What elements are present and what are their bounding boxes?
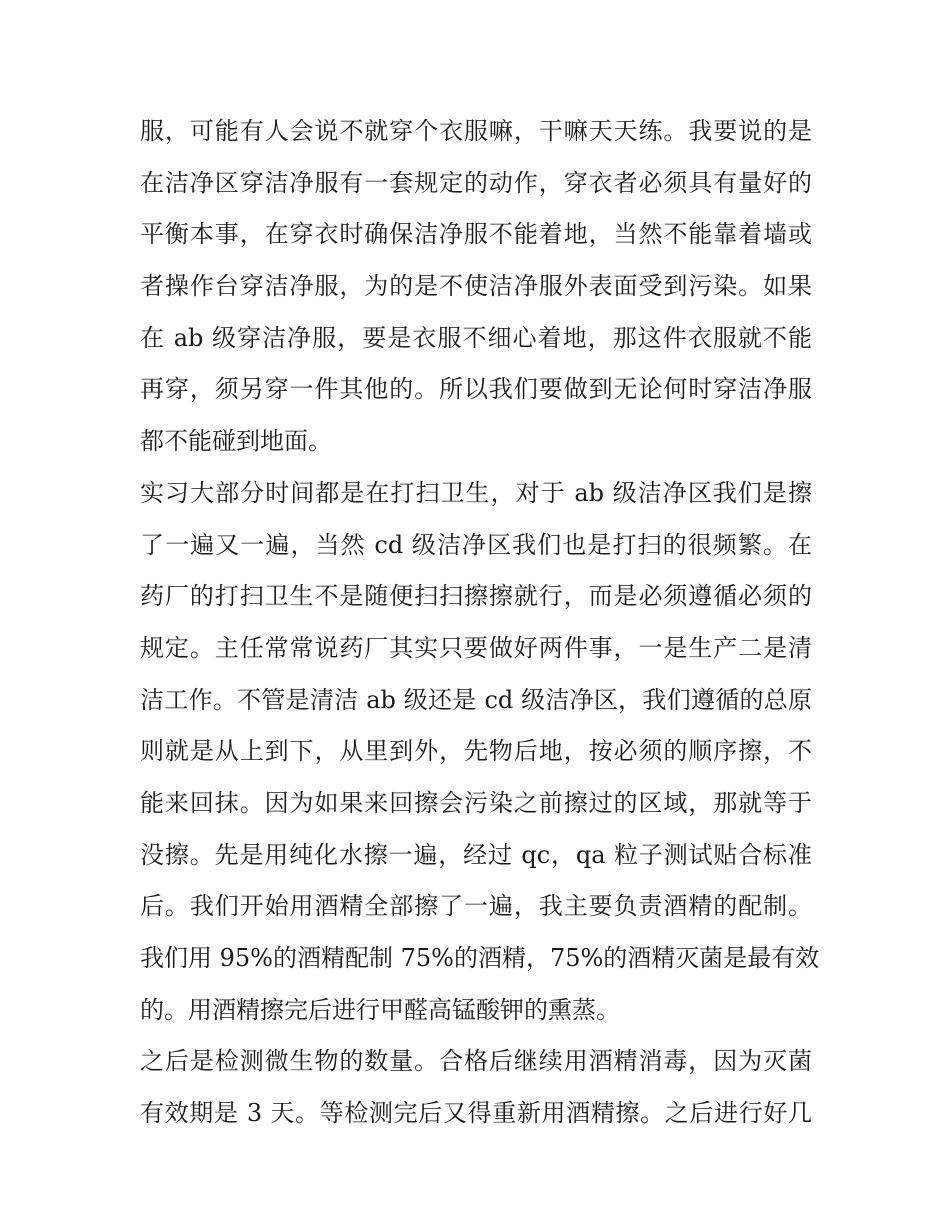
text-line: 在 ab 级穿洁净服，要是衣服不细心着地，那这件衣服就不能 [140,323,812,352]
text-line: 在洁净区穿洁净服有一套规定的动作，穿衣者必须具有量好的 [140,168,812,197]
document-body [140,106,820,1140]
text-line: 没擦。先是用纯化水擦一遍，经过 qc，qa 粒子测试贴合标准 [140,840,812,869]
text-line: 之后是检测微生物的数量。合格后继续用酒精消毒，因为灭菌 [140,1047,812,1076]
paragraph [140,106,812,468]
text-line: 平衡本事，在穿衣时确保洁净服不能着地，当然不能靠着墙或 [140,220,812,249]
text-line: 后。我们开始用酒精全部擦了一遍，我主要负责酒精的配制。 [140,892,812,921]
text-line: 了一遍又一遍，当然 cd 级洁净区我们也是打扫的很频繁。在 [140,530,812,559]
text-line: 有效期是 3 天。等检测完后又得重新用酒精擦。之后进行好几 [140,1099,812,1128]
text-line: 洁工作。不管是清洁 ab 级还是 cd 级洁净区，我们遵循的总原 [140,685,812,714]
text-line: 的。用酒精擦完后进行甲醛高锰酸钾的熏蒸。 [140,995,620,1024]
text-line: 规定。主任常常说药厂其实只要做好两件事，一是生产二是清 [140,633,812,662]
text-line: 能来回抹。因为如果来回擦会污染之前擦过的区域，那就等于 [140,788,812,817]
text-line: 者操作台穿洁净服，为的是不使洁净服外表面受到污染。如果 [140,272,812,301]
text-line: 实习大部分时间都是在打扫卫生，对于 ab 级洁净区我们是擦 [140,478,812,507]
text-line: 再穿，须另穿一件其他的。所以我们要做到无论何时穿洁净服 [140,375,812,404]
text-line: 我们用 95%的酒精配制 75%的酒精，75%的酒精灭菌是最有效 [140,944,820,972]
text-line: 都不能碰到地面。 [140,427,332,456]
paragraph [140,1036,812,1139]
paragraph [140,468,820,1037]
text-line: 则就是从上到下，从里到外，先物后地，按必须的顺序擦，不 [140,737,812,766]
text-line: 药厂的打扫卫生不是随便扫扫擦擦就行，而是必须遵循必须的 [140,582,812,611]
text-line: 服，可能有人会说不就穿个衣服嘛，干嘛天天练。我要说的是 [140,117,812,145]
